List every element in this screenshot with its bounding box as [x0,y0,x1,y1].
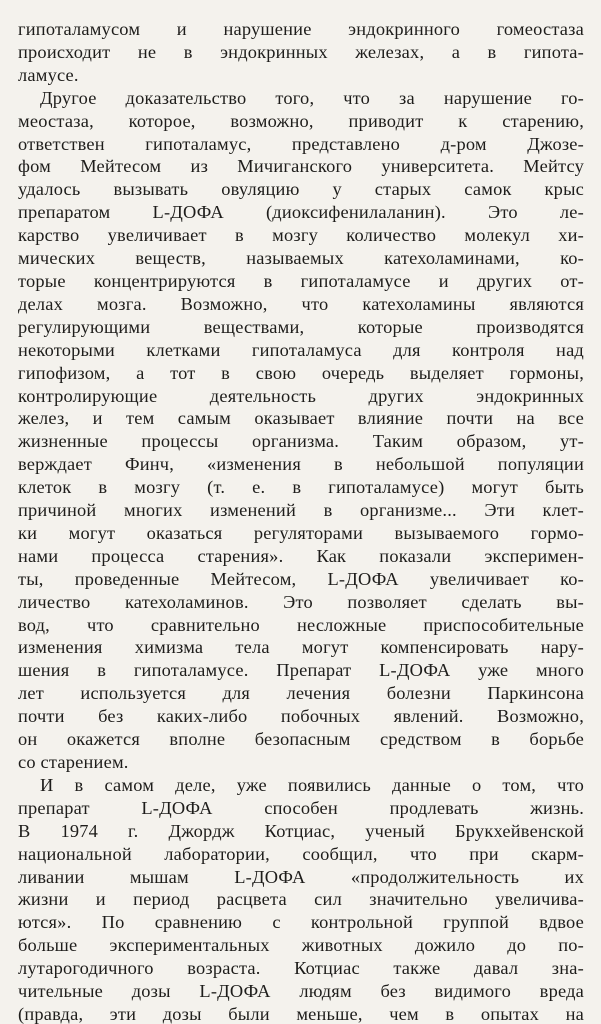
text-line: чительные дозы L-ДОФА людям без видимого вреда [18,981,584,1002]
text-line: гипоталамусом и нарушение эндокринного гомеостаза [18,19,584,39]
text-line: торые концентрируются в гипоталамусе и других от- [18,270,584,291]
paragraph [18,18,584,87]
text-line: лутарогодичного возраста. Котциас также давал зна- [18,958,584,979]
text-line: фом Мейтесом из Мичиганского университета. Мейтсу [18,156,584,177]
text-line: И в самом деле, уже появились данные о том, что [40,774,584,795]
text-line: нами процесса старения». Как показали эксперимен- [18,545,584,566]
text-line: верждает Финч, «изменения в небольшой популяции [18,454,584,475]
text-line: некоторыми клетками гипоталамуса для контроля над [18,339,584,360]
text-line: жизни и период расцвета сил значительно увеличива- [18,889,584,910]
text-line: ются». По сравнению с контрольной группой вдвое [18,912,584,933]
paragraph [18,87,584,774]
text-line: желез, и тем самым оказывает влияние почти на все [18,408,584,429]
text-line: делах мозга. Возможно, что катехоламины являются [18,293,584,314]
text-line: шения в гипоталамусе. Препарат L-ДОФА уже много [18,660,584,681]
text-line: почти без каких-либо побочных явлений. Возможно, [18,706,584,727]
text-line: вод, что сравнительно несложные приспособительные [18,614,584,635]
text-line: мических веществ, называемых катехоламинами, ко- [18,248,584,269]
text-line: препаратом L-ДОФА (диоксифенилаланин). Это ле- [18,202,584,223]
text-line: меостаза, которое, возможно, приводит к старению, [18,110,584,131]
text-line: он окажется вполне безопасным средством в борьбе [18,729,584,750]
text-line: препарат L-ДОФА способен продлевать жизнь. [18,797,584,818]
text-line: гипофизом, а тот в свою очередь выделяет гормоны, [18,362,584,383]
text-line: лет используется для лечения болезни Паркинсона [18,683,584,704]
text-line: ответствен гипоталамус, представлено д-ром Джозе- [18,133,584,154]
text-line: В 1974 г. Джордж Котциас, ученый Брукхейвенской [18,820,584,841]
text-line: со старением. [18,752,129,772]
text-line: удалось вызывать овуляцию у старых самок крыс [18,179,584,200]
text-line: (правда, эти дозы были меньше, чем в опытах на [18,1003,584,1024]
text-line: национальной лаборатории, сообщил, что при скарм- [18,843,584,864]
text-line: изменения химизма тела могут компенсировать нару- [18,637,584,658]
paragraph [18,774,584,1024]
text-line: жизненные процессы организма. Таким образом, ут- [18,431,584,452]
text-line: ламусе. [18,64,79,85]
text-line: карство увеличивает в мозгу количество молекул хи- [18,225,584,246]
body-text [18,18,584,1024]
text-line: контролирующие деятельность других эндокринных [18,385,584,406]
text-line: ки могут оказаться регуляторами вызываемого гормо- [18,522,584,543]
text-line: больше экспериментальных животных дожило до по- [18,935,584,956]
text-line: клеток в мозгу (т. е. в гипоталамусе) могут быть [18,477,584,498]
text-line: причиной многих изменений в организме... Эти клет- [18,500,584,521]
text-line: личество катехоламинов. Это позволяет сделать вы- [18,591,584,612]
text-line: происходит не в эндокринных железах, а в гипота- [18,41,584,62]
text-line: регулирующими веществами, которые производятся [18,316,584,337]
text-line: ливании мышам L-ДОФА «продолжительность их [18,866,584,887]
text-line: Другое доказательство того, что за нарушение го- [40,87,584,108]
text-line: ты, проведенные Мейтесом, L-ДОФА увеличивает ко- [18,568,584,589]
